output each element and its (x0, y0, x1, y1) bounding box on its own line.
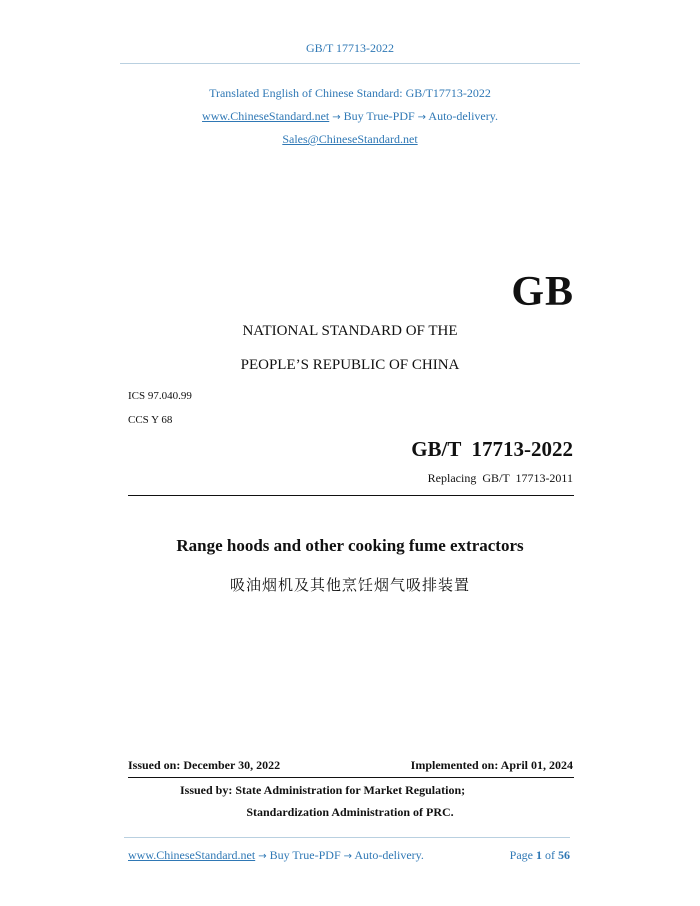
arrow-right-icon: → (258, 851, 267, 862)
running-header: GB/T 17713-2022 (305, 41, 395, 55)
footer-site-link[interactable]: www.ChineseStandard.net (128, 848, 256, 862)
national-standard-line2: PEOPLE’S REPUBLIC OF CHINA (240, 357, 460, 373)
issued-on: Issued on: December 30, 2022 (128, 758, 281, 772)
title-chinese: 吸油烟机及其他烹饪烟气吸排装置 (229, 576, 470, 594)
arrow-right-icon: → (332, 112, 341, 123)
footer-divider (124, 837, 570, 838)
standard-number: GB/T 17713-2022 (411, 437, 573, 461)
site-link[interactable]: www.ChineseStandard.net (202, 109, 330, 123)
implemented-on: Implemented on: April 01, 2024 (410, 758, 573, 772)
buy-pdf-text: Buy True-PDF (343, 109, 415, 123)
header-divider (120, 63, 580, 64)
of-label: of (545, 848, 555, 862)
arrow-right-icon: → (417, 112, 427, 123)
national-standard-line1: NATIONAL STANDARD OF THE (242, 323, 458, 339)
title-english: Range hoods and other cooking fume extractors (176, 536, 524, 555)
page-total: 56 (558, 848, 570, 862)
issued-by-line1: Issued by: State Administration for Market Regulation; (180, 783, 466, 797)
email-link[interactable]: Sales@ChineseStandard.net (282, 132, 418, 146)
auto-delivery-text: Auto-delivery. (428, 109, 498, 123)
issued-by-line2: Standardization Administration of PRC. (246, 805, 454, 819)
replacing-note: Replacing GB/T 17713-2011 (427, 471, 573, 485)
page-number: 1 (536, 848, 542, 862)
email-row (0, 132, 700, 147)
arrow-right-icon: → (343, 851, 353, 862)
page-counter (510, 848, 570, 863)
promo-links (0, 109, 700, 124)
footer-buy-text: Buy True-PDF (269, 848, 341, 862)
ccs-code: CCS Y 68 (128, 414, 173, 426)
footer-delivery-text: Auto-delivery. (354, 848, 424, 862)
footer-links (128, 848, 424, 863)
ics-code: ICS 97.040.99 (128, 390, 192, 402)
gb-logo: GB (511, 269, 574, 315)
promo-line: Translated English of Chinese Standard: GB/T17713-2022 (209, 86, 491, 100)
page-label: Page (509, 848, 533, 862)
dates-rule (128, 777, 574, 778)
title-rule (128, 495, 574, 496)
